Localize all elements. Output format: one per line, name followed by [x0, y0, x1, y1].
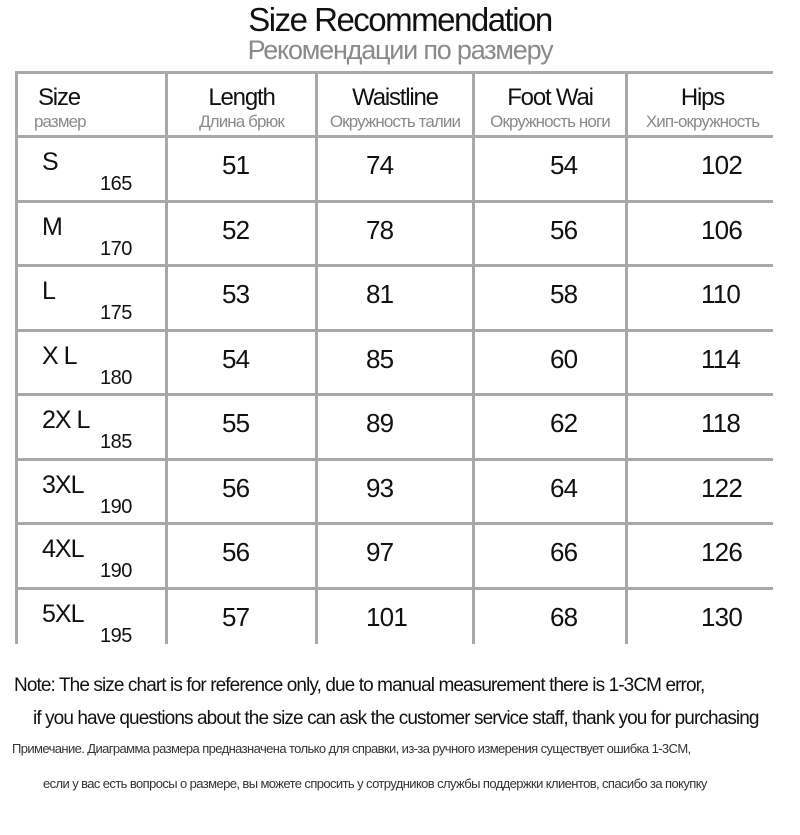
waist-cell	[318, 332, 472, 394]
waist-cell-value: 97	[366, 537, 394, 567]
hips-cell	[628, 590, 777, 652]
size-label: 3XL	[42, 470, 84, 499]
hips-cell-value: 126	[701, 537, 742, 567]
foot-waist-cell-value: 64	[550, 472, 578, 503]
hips-cell	[628, 461, 777, 523]
page-title: Size Recommendation	[248, 1, 552, 38]
note-line-1: Note: The size chart is for reference only, due to manual measurement there is 1-3CM error,	[14, 675, 705, 696]
page-subtitle: Рекомендации по размеру	[247, 35, 553, 65]
length-cell-value: 57	[222, 601, 250, 632]
hips-cell	[628, 267, 777, 329]
length-cell-value: 53	[222, 279, 250, 309]
size-table-grid	[18, 74, 770, 647]
length-cell	[168, 267, 315, 329]
length-cell-value: 56	[222, 472, 250, 503]
header-length	[168, 74, 315, 135]
height-label: 175	[100, 302, 132, 324]
waist-cell-value: 85	[366, 343, 394, 374]
foot-waist-cell-value: 58	[550, 279, 578, 309]
height-label: 190	[100, 495, 132, 518]
size-table	[15, 71, 773, 647]
length-cell-value: 52	[222, 214, 250, 245]
hips-cell-value: 106	[701, 214, 742, 245]
foot-waist-cell-value: 60	[550, 343, 578, 374]
foot-waist-cell	[475, 396, 625, 458]
waist-cell	[318, 525, 472, 587]
height-label: 190	[100, 560, 132, 582]
hips-cell	[628, 138, 777, 200]
length-cell	[168, 461, 315, 523]
foot-waist-cell	[475, 267, 625, 329]
note-line-4: если у вас есть вопросы о размере, вы можете спросить у сотрудников службы поддержки клиентов, спасибо за покупку	[43, 776, 707, 791]
size-label: 2X L	[42, 406, 90, 434]
waist-cell-value: 89	[366, 408, 394, 438]
hips-cell-value: 102	[701, 150, 742, 180]
length-cell-value: 51	[222, 150, 250, 180]
header-label: Hips	[680, 84, 725, 111]
foot-waist-cell	[475, 138, 625, 200]
size-cell	[18, 138, 165, 200]
hips-cell-value: 114	[701, 343, 741, 374]
foot-waist-cell	[475, 590, 625, 652]
header-foot-waist	[475, 74, 625, 135]
length-cell-value: 55	[222, 408, 250, 438]
size-cell	[18, 332, 165, 394]
header-label: Size	[38, 84, 80, 111]
hips-cell	[628, 525, 777, 587]
length-cell	[168, 138, 315, 200]
foot-waist-cell-value: 62	[550, 408, 578, 438]
size-cell	[18, 203, 165, 265]
header-hips	[628, 74, 777, 135]
height-label: 180	[100, 366, 132, 389]
header-sublabel: размер	[34, 112, 86, 131]
header-label: Length	[208, 84, 275, 111]
waist-cell-value: 78	[366, 214, 394, 245]
hips-cell-value: 122	[701, 472, 742, 503]
waist-cell-value: 101	[366, 601, 407, 632]
foot-waist-cell-value: 56	[550, 214, 578, 245]
header-label: Waistline	[352, 84, 438, 111]
foot-waist-cell	[475, 461, 625, 523]
length-cell-value: 54	[222, 343, 250, 374]
length-cell	[168, 332, 315, 394]
length-cell	[168, 396, 315, 458]
length-cell-value: 56	[222, 537, 250, 567]
hips-cell	[628, 396, 777, 458]
hips-cell	[628, 203, 777, 265]
hips-cell-value: 110	[701, 279, 741, 309]
waist-cell	[318, 203, 472, 265]
note-line-3: Примечание. Диаграмма размера предназначена только для справки, из-за ручного измерения существует ошибка 1-3CM,	[12, 741, 691, 756]
length-cell	[168, 525, 315, 587]
header-sublabel: Хип-окружность	[645, 112, 760, 131]
size-cell	[18, 267, 165, 329]
size-cell	[18, 461, 165, 523]
hips-cell	[628, 332, 777, 394]
header-sublabel: Окружность талии	[329, 112, 461, 131]
size-label: L	[42, 277, 55, 305]
size-cell	[18, 396, 165, 458]
size-label: S	[42, 148, 58, 176]
header-sublabel: Окружность ноги	[490, 112, 610, 131]
height-label: 185	[100, 431, 132, 453]
size-cell	[18, 525, 165, 587]
size-label: 4XL	[42, 535, 84, 563]
waist-cell	[318, 461, 472, 523]
length-cell	[168, 590, 315, 652]
waist-cell	[318, 267, 472, 329]
waist-cell-value: 81	[366, 279, 394, 309]
hips-cell-value: 118	[701, 408, 741, 438]
waist-cell	[318, 138, 472, 200]
size-label: 5XL	[42, 599, 84, 628]
header-label: Foot Wai	[507, 84, 593, 111]
foot-waist-cell	[475, 525, 625, 587]
header-size	[18, 74, 165, 135]
hips-cell-value: 130	[701, 601, 742, 632]
size-label: M	[42, 212, 62, 241]
size-label: X L	[42, 341, 77, 370]
header-sublabel: Длина брюк	[199, 112, 284, 131]
foot-waist-cell-value: 66	[550, 537, 578, 567]
foot-waist-cell	[475, 332, 625, 394]
length-cell	[168, 203, 315, 265]
height-label: 165	[100, 173, 132, 195]
foot-waist-cell	[475, 203, 625, 265]
size-cell	[18, 590, 165, 652]
waist-cell-value: 74	[366, 150, 394, 180]
foot-waist-cell-value: 54	[550, 150, 578, 180]
height-label: 195	[100, 624, 132, 647]
waist-cell	[318, 396, 472, 458]
waist-cell-value: 93	[366, 472, 394, 503]
header-waistline	[318, 74, 472, 135]
foot-waist-cell-value: 68	[550, 601, 578, 632]
height-label: 170	[100, 237, 132, 260]
note-line-2: if you have questions about the size can ask the customer service staff, thank you for purchasing	[33, 708, 759, 729]
waist-cell	[318, 590, 472, 652]
